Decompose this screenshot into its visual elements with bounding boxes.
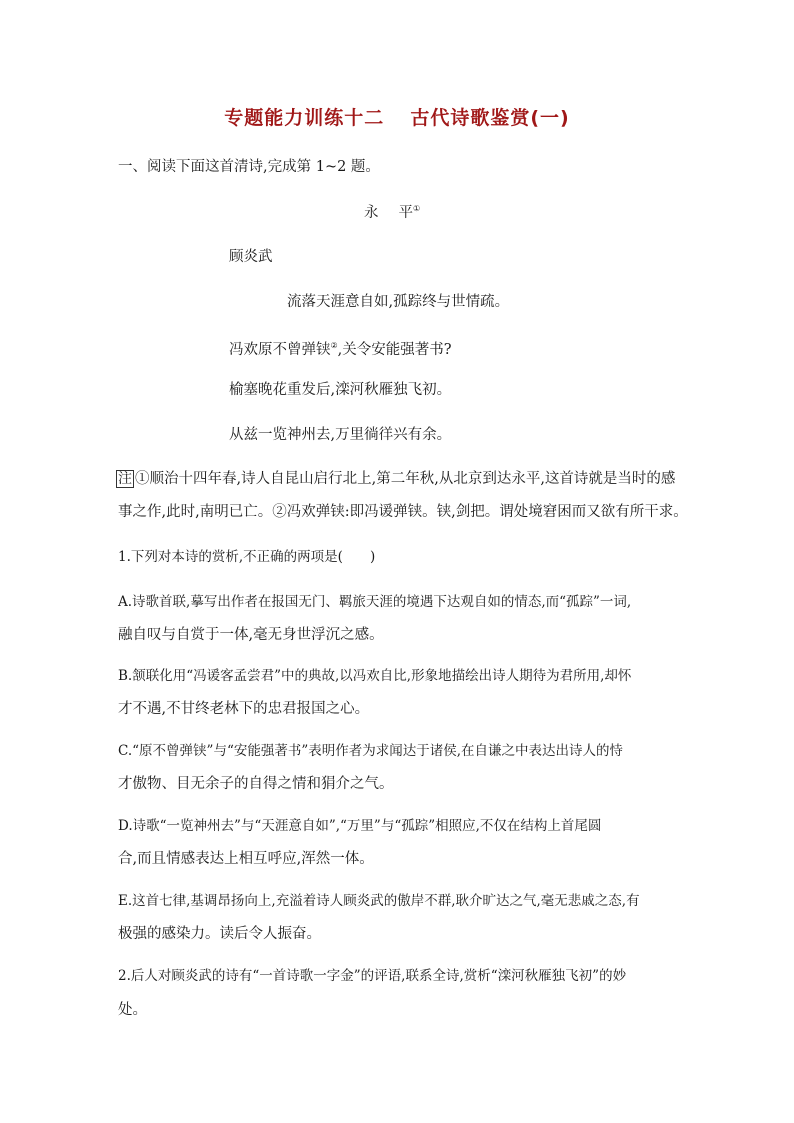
page-title [0, 103, 794, 130]
poem-title-char-2: 平 [398, 205, 413, 221]
poem-title [364, 201, 420, 222]
poem-line-2 [229, 336, 452, 360]
option-b-line-1: B.颔联化用“冯谖客孟尝君”中的典故,以冯欢自比,形象地描绘出诗人期待为君所用,却怀 [118, 668, 632, 684]
section-instruction: 一、阅读下面这首清诗,完成第 1~2 题。 [118, 159, 380, 175]
poem-line-3: 榆塞晚花重发后,滦河秋雁独飞初。 [229, 382, 452, 398]
notes-line-2: 事之作,此时,南明已亡。②冯欢弹铗:即冯谖弹铗。铗,剑把。谓处境窘困而又欲有所干求。 [118, 504, 688, 520]
poem-line-2-note: ② [330, 341, 338, 350]
poem-title-char-1: 永 [364, 205, 379, 221]
question-1-stem: 1.下列对本诗的赏析,不正确的两项是( ) [118, 549, 376, 565]
poem-line-1: 流落天涯意自如,孤踪终与世情疏。 [287, 294, 510, 310]
question-2-line-1: 2.后人对顾炎武的诗有“一首诗歌一字金”的评语,联系全诗,赏析“滦河秋雁独飞初”的妙 [118, 968, 627, 984]
option-d-line-1: D.诗歌“一览神州去”与“天涯意自如”,“万里”与“孤踪”相照应,不仅在结构上首尾圆 [118, 818, 602, 834]
option-c-line-2: 才傲物、目无余子的自得之情和狷介之气。 [118, 776, 394, 792]
option-e-line-2: 极强的感染力。读后令人振奋。 [118, 926, 321, 942]
poem-line-2-start: 冯欢原不曾弹铗 [229, 342, 331, 358]
poem-title-note: ① [413, 204, 421, 213]
option-a-line-2: 融自叹与自赏于一体,毫无身世浮沉之感。 [118, 627, 384, 643]
poem-line-2-end: ,关令安能强著书? [337, 342, 452, 358]
option-d-line-2: 合,而且情感表达上相互呼应,浑然一体。 [118, 851, 374, 867]
poem-line-4: 从兹一览神州去,万里徜徉兴有余。 [229, 427, 452, 443]
poem-author: 顾炎武 [229, 249, 273, 265]
notes-line-1 [116, 469, 675, 489]
title-part-2: 古代诗歌鉴赏(一) [410, 107, 570, 129]
notes-line-1-text: ①顺治十四年春,诗人自昆山启行北上,第二年秋,从北京到达永平,这首诗就是当时的感 [135, 471, 676, 487]
option-a-line-1: A.诗歌首联,摹写出作者在报国无门、羁旅天涯的境遇下达观自如的情态,而“孤踪”一词, [118, 594, 632, 610]
question-2-line-2: 处。 [118, 1002, 147, 1018]
option-e-line-1: E.这首七律,基调昂扬向上,充溢着诗人顾炎武的傲岸不群,耿介旷达之气,毫无悲戚之态,有 [118, 893, 640, 909]
option-b-line-2: 才不遇,不甘终老林下的忠君报国之心。 [118, 701, 370, 717]
note-mark: 注 [118, 471, 132, 487]
title-part-1: 专题能力训练十二 [224, 107, 385, 129]
option-c-line-1: C.“原不曾弹铗”与“安能强著书”表明作者为求闻达于诸侯,在自谦之中表达出诗人的恃 [118, 743, 624, 759]
